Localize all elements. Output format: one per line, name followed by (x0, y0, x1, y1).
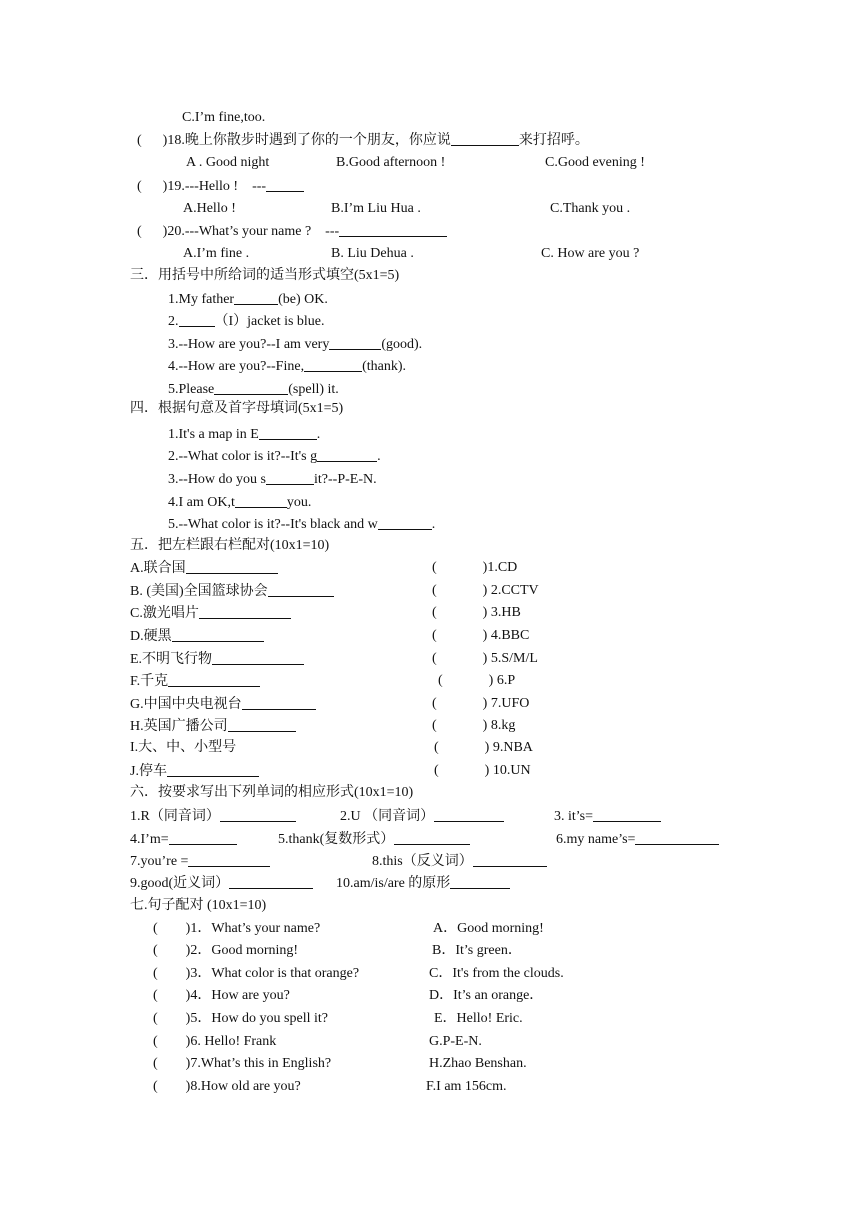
s5-right-item: ( ) 10.UN (434, 763, 531, 778)
s5-right-item: ( ) 6.P (438, 673, 516, 688)
s6-item: 3. it’s= (554, 807, 661, 826)
s6-item: 7.you’re = (130, 852, 270, 871)
s5-left-item: A.联合国 (130, 559, 278, 578)
section-7-title: 七.句子配对 (10x1=10) (130, 898, 267, 913)
q20-option-a: A.I’m fine . (183, 246, 250, 261)
s5-left-item: E.不明飞行物 (130, 650, 304, 669)
s5-right-item: ( ) 8.kg (432, 718, 516, 733)
s6-item: 6.my name’s= (556, 830, 719, 849)
s3-item: 3.--How are you?--I am very (good). (168, 337, 423, 352)
q18-option-c: C.Good evening ! (545, 155, 645, 170)
s5-left-item: D.硬黑 (130, 627, 264, 646)
q18-option-a: A . Good night (186, 155, 270, 170)
s7-right-item: E．Hello! Eric. (434, 1011, 523, 1026)
s6-item: 5.thank(复数形式） (278, 830, 470, 849)
q19-option-c: C.Thank you . (550, 201, 631, 216)
s3-item: 4.--How are you?--Fine, (thank). (168, 359, 406, 374)
s7-right-item: D．It’s an orange． (429, 988, 544, 1003)
s7-left-item: ( )5．How do you spell it? (153, 1011, 328, 1026)
s4-item: 4.I am OK,t you. (168, 495, 312, 510)
s5-left-item: B. (美国)全国篮球协会 (130, 582, 334, 601)
s7-left-item: ( )8.How old are you? (153, 1079, 301, 1094)
s5-right-item: ( ) 4.BBC (432, 628, 530, 643)
q20-option-b: B. Liu Dehua . (331, 246, 414, 261)
q20-option-c: C. How are you ? (541, 246, 640, 261)
s6-item: 8.this（反义词） (372, 852, 547, 871)
s7-left-item: ( )1．What’s your name? (153, 921, 321, 936)
q20-stem: ( )20.---What’s your name ? --- (137, 222, 447, 241)
s5-left-item: C.激光唱片 (130, 604, 291, 623)
q18-option-b: B.Good afternoon ! (336, 155, 446, 170)
section-3-title: 三．用括号中所给词的适当形式填空(5x1=5) (130, 268, 400, 283)
s5-right-item: ( ) 2.CCTV (432, 583, 539, 598)
s6-item: 2.U （同音词） (340, 807, 504, 826)
s6-item: 10.am/is/are 的原形 (336, 874, 510, 893)
s5-right-item: ( )1.CD (432, 560, 518, 575)
s7-left-item: ( )6. Hello! Frank (153, 1034, 277, 1049)
s7-right-item: B．It’s green． (432, 943, 522, 958)
s7-right-item: C．It's from the clouds. (429, 966, 564, 981)
section-6-title: 六．按要求写出下列单词的相应形式(10x1=10) (130, 785, 414, 800)
s7-left-item: ( )7.What’s this in English? (153, 1056, 332, 1071)
q19-option-b: B.I’m Liu Hua . (331, 201, 421, 216)
s3-item: 5.Please (spell) it. (168, 382, 339, 397)
s5-left-item: I.大、中、小型号 (130, 740, 237, 755)
s5-left-item: H.英国广播公司 (130, 717, 296, 736)
s6-item: 1.R（同音词） (130, 807, 296, 826)
s4-item: 1.It's a map in E . (168, 427, 321, 442)
q17-option-c: C.I’m fine,too. (182, 110, 266, 125)
q19-stem: ( )19.---Hello ! --- (137, 177, 304, 196)
s5-left-item: J.停车 (130, 762, 259, 781)
s4-item: 5.--What color is it?--It's black and w . (168, 517, 436, 532)
s7-left-item: ( )3．What color is that orange? (153, 966, 360, 981)
s3-item: 1.My father (be) OK. (168, 292, 328, 307)
s4-item: 3.--How do you s it?--P-E-N. (168, 472, 377, 487)
s5-right-item: ( ) 9.NBA (434, 740, 533, 755)
s5-right-item: ( ) 7.UFO (432, 696, 530, 711)
s5-right-item: ( ) 3.HB (432, 605, 521, 620)
s4-item: 2.--What color is it?--It's g . (168, 449, 381, 464)
q19-option-a: A.Hello ! (183, 201, 236, 216)
s5-left-item: G.中国中央电视台 (130, 695, 316, 714)
s7-right-item: A．Good morning! (433, 921, 544, 936)
s7-right-item: F.I am 156cm. (426, 1079, 507, 1094)
s5-right-item: ( ) 5.S/M/L (432, 651, 538, 666)
s5-left-item: F.千克 (130, 672, 260, 691)
s6-item: 4.I’m= (130, 830, 237, 849)
s7-right-item: G.P-E-N. (429, 1034, 482, 1049)
q18-stem: ( )18.晚上你散步时遇到了你的一个朋友，你应说 来打招呼。 (137, 133, 589, 148)
s7-left-item: ( )2．Good morning! (153, 943, 299, 958)
section-5-title: 五．把左栏跟右栏配对(10x1=10) (130, 538, 330, 553)
s7-left-item: ( )4．How are you? (153, 988, 290, 1003)
s7-right-item: H.Zhao Benshan. (429, 1056, 527, 1071)
s3-item: 2. （I）jacket is blue. (168, 314, 325, 329)
section-4-title: 四．根据句意及首字母填词(5x1=5) (130, 401, 344, 416)
s6-item: 9.good(近义词） (130, 874, 313, 893)
